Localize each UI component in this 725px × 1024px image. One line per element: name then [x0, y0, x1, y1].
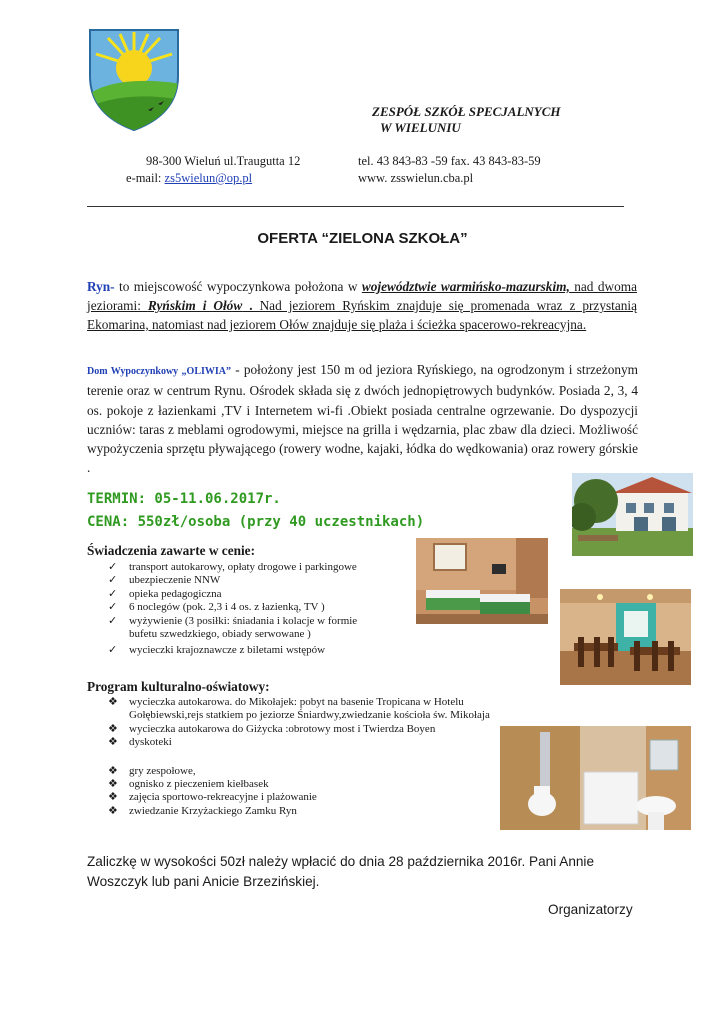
program-list: [108, 696, 503, 818]
list-item-text: wycieczka autokarowa do Giżycka :obrotowy most i Twierdza Boyen: [129, 722, 436, 735]
intro-text-4: Nad jeziorem Ryńskim znajduje się promenada wraz z przystanią Ekomarina, natomiast nad jeziorem Ołów znajduje się plaża i ścieżka spacerowo-rekreacyjna.: [87, 298, 637, 332]
list-item-text: 6 noclegów (pok. 2,3 i 4 os. z łazienką, TV ): [129, 601, 325, 614]
program-heading: Program kulturalno-oświatowy:: [87, 679, 270, 694]
diamond-bullet-icon: ❖: [108, 696, 118, 708]
list-item-text: wycieczki krajoznawcze z biletami wstępów: [129, 644, 326, 657]
photo-building-exterior: [572, 473, 693, 556]
benefits-list: [108, 561, 408, 658]
check-icon: ✓: [108, 587, 118, 600]
school-name-line2: W WIELUNIU: [380, 120, 461, 135]
list-item-text: wyżywienie (3 posiłki: śniadania i kolacje w formie bufetu szwedzkiego, obiady serwowane ): [129, 614, 358, 641]
email-link[interactable]: zs5wielun@op.pl: [164, 171, 253, 185]
address: 98-300 Wieluń ul.Traugutta 12: [146, 154, 301, 168]
list-item-text: gry zespołowe,: [129, 764, 196, 777]
school-name: [372, 104, 561, 136]
email-line: [126, 170, 300, 187]
signature: Organizatorzy: [548, 902, 633, 917]
list-item: [108, 805, 503, 818]
contact-right: [358, 153, 541, 187]
list-item: [108, 601, 408, 614]
lakes-name: Ryńskim i Ołów: [147, 298, 243, 313]
list-item: [108, 696, 503, 723]
list-item-text: wycieczka autokarowa. do Mikołajek: pobyt na basenie Tropicana w Hotelu Gołębiewski,rejs statkiem po jeziorze Śniardwy,zwiedzanie kościoła św. Mikołaja: [129, 696, 490, 722]
list-item: [108, 778, 503, 791]
list-item-text: zwiedzanie Krzyżackiego Zamku Ryn: [129, 804, 297, 817]
check-icon: ✓: [108, 644, 118, 657]
email-label: e-mail:: [126, 171, 165, 185]
house-name: Dom Wypoczynkowy „OLIWIA”: [87, 366, 231, 377]
diamond-bullet-icon: ❖: [108, 722, 118, 735]
list-item: [108, 574, 408, 587]
contact-left: [126, 153, 300, 187]
diamond-bullet-icon: ❖: [108, 804, 118, 817]
check-icon: ✓: [108, 614, 118, 627]
intro-text-1: to miejscowość wypoczynkowa położona w: [114, 279, 362, 294]
photo-bedroom: [416, 538, 548, 624]
list-item: [108, 644, 408, 657]
list-item: [108, 561, 408, 574]
diamond-bullet-icon: ❖: [108, 736, 118, 749]
list-item: [108, 723, 503, 736]
page-title: OFERTA “ZIELONA SZKOŁA”: [257, 230, 468, 247]
school-name-line1: ZESPÓŁ SZKÓŁ SPECJALNYCH: [372, 104, 561, 119]
list-item-text: ubezpieczenie NNW: [129, 574, 221, 587]
list-item: [108, 588, 408, 601]
website: www. zsswielun.cba.pl: [358, 171, 474, 185]
deposit-note: Zaliczkę w wysokości 50zł należy wpłacić do dnia 28 października 2016r. Pani Annie Woszczyk lub pani Anicie Brzezińskiej.: [87, 854, 595, 889]
phone-fax: tel. 43 843-83 -59 fax. 43 843-83-59: [358, 154, 541, 168]
diamond-bullet-icon: ❖: [108, 791, 118, 804]
header-divider: [87, 206, 624, 207]
list-item-text: zajęcia sportowo-rekreacyjne i plażowanie: [129, 791, 317, 804]
list-item-text: ognisko z pieczeniem kiełbasek: [129, 778, 269, 791]
place-name: Ryn-: [87, 279, 115, 294]
check-icon: ✓: [108, 561, 118, 573]
check-icon: ✓: [108, 574, 118, 587]
check-icon: ✓: [108, 601, 118, 614]
list-item: [108, 615, 408, 642]
benefits-heading: Świadczenia zawarte w cenie:: [87, 543, 256, 558]
list-item-text: opieka pedagogiczna: [129, 587, 222, 600]
list-item-text: dyskoteki: [129, 736, 172, 749]
intro-paragraph: [87, 277, 637, 334]
region-name: województwie warmińsko-mazurskim,: [361, 279, 570, 294]
price: CENA: 550zł/osoba (przy 40 uczestnikach): [87, 514, 425, 530]
term: TERMIN: 05-11.06.2017r.: [87, 491, 281, 507]
list-item-text: transport autokarowy, opłaty drogowe i parkingowe: [129, 561, 357, 573]
house-paragraph: [87, 360, 638, 478]
term-price-block: [87, 488, 424, 534]
diamond-bullet-icon: ❖: [108, 764, 118, 777]
intro-text-3: .: [242, 298, 260, 313]
list-item: [108, 791, 503, 804]
intro-text-2: nad dwoma jeziorami:: [87, 279, 637, 313]
list-item: [108, 765, 503, 778]
school-logo: [86, 26, 182, 134]
photo-bathroom: [500, 726, 691, 830]
list-item: [108, 736, 503, 749]
diamond-bullet-icon: ❖: [108, 778, 118, 791]
photo-dining-room: [560, 589, 691, 685]
house-description: - położony jest 150 m od jeziora Ryńskiego, na ogrodzonym i strzeżonym terenie oraz w centrum Rynu. Ośrodek składa się z dwóch jednopiętrowych budynków. Posiada 2, 3, 4 os. pokoje z łazienkami ,TV i Internetem wi-fi .Obiekt posiada centralne ogrzewanie. Do dyspozycji uczniów: taras z meblami ogrodowymi, miejsce na grilla i wędzarnia, plac zbaw dla dzieci. Możliwość wypożyczenia sprzętu pływającego (rowery wodne, kajaki, łódka do wędkowania) oraz rowery górskie .: [87, 362, 638, 476]
